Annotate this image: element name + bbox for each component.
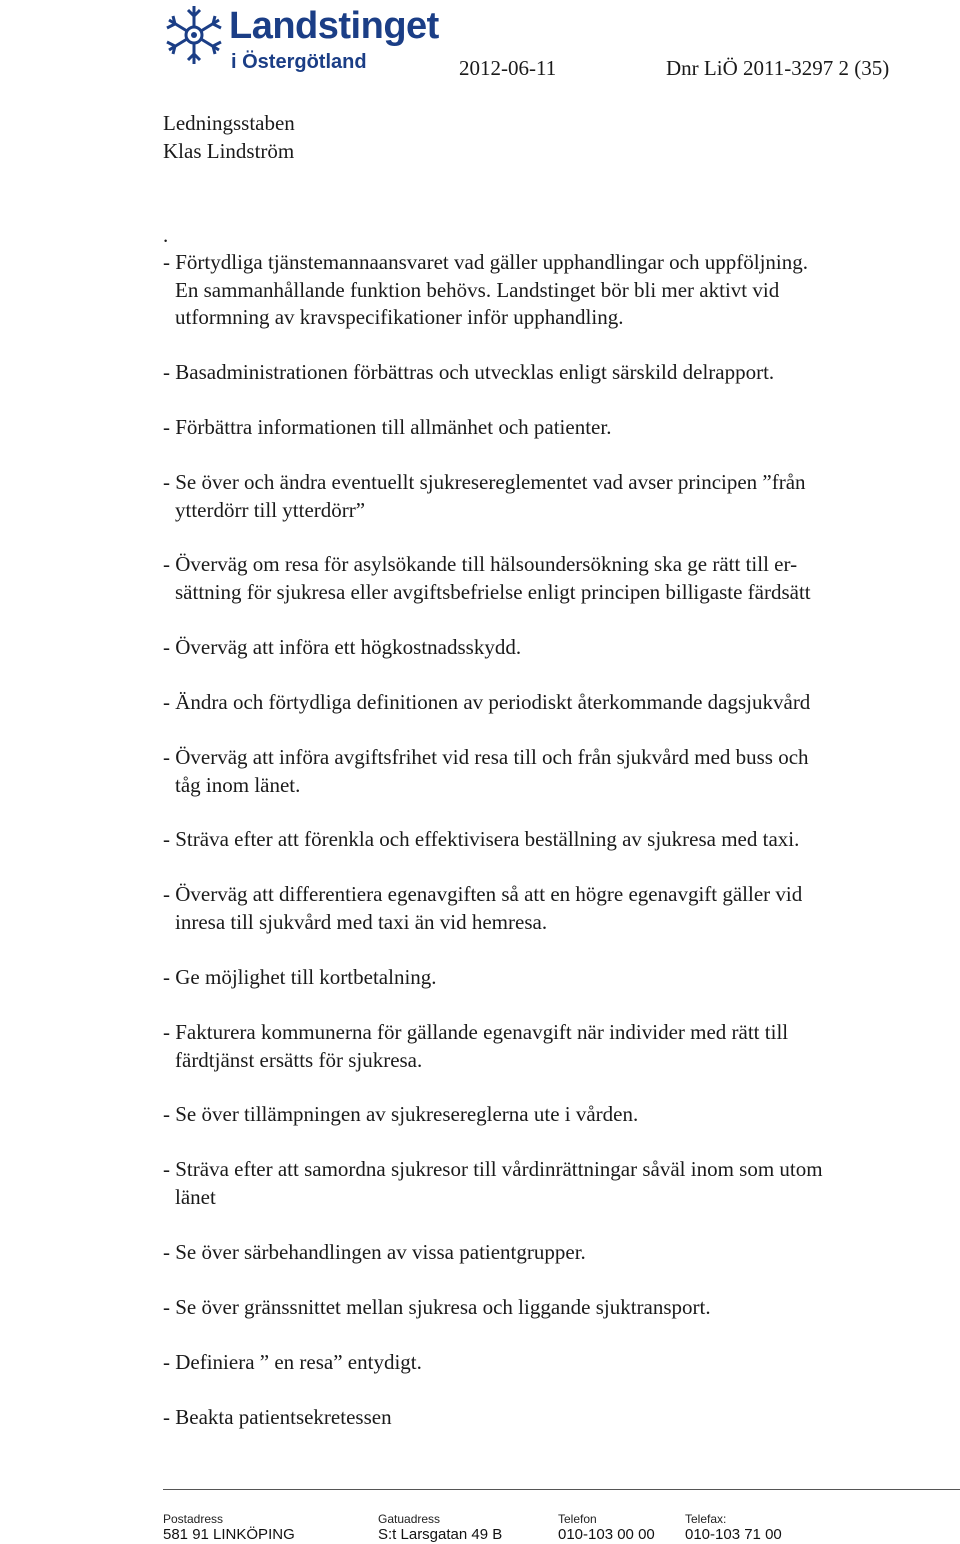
list-item-text: - Överväg att införa ett högkostnadsskydd. [163,635,522,659]
list-item [163,469,923,524]
list-item-continuation: ytterdörr till ytterdörr” [175,497,366,522]
list-item-text: - Beakta patientsekretessen [163,1405,392,1429]
footer-postadress-label: Postadress [163,1512,224,1526]
list-item [163,1101,923,1129]
list-item-text: - Överväg att införa avgiftsfrihet vid resa till och från sjukvård med buss och [163,745,809,769]
footer-telefon-label: Telefon [558,1512,597,1526]
list-item [163,1404,923,1432]
footer-divider [163,1489,960,1490]
list-item-text: - Ge möjlighet till kortbetalning. [163,965,437,989]
list-item-text: - Överväg om resa för asylsökande till hälsoundersökning ska ge rätt till er- [163,552,798,576]
list-item-text: - Se över tillämpningen av sjukresereglerna ute i vården. [163,1102,639,1126]
list-item-text: - Överväg att differentiera egenavgiften så att en högre egenavgift gäller vid [163,882,803,906]
list-item [163,826,923,854]
list-item [163,1156,923,1211]
list-item-text: - Ändra och förtydliga definitionen av periodiskt återkommande dagsjukvård [163,690,811,714]
list-item [163,359,923,387]
list-item-continuation: En sammanhållande funktion behövs. Landstinget bör bli mer aktivt vid [175,277,780,302]
list-item [163,1239,923,1267]
footer-telefon: 010-103 00 00 [558,1526,655,1543]
list-item-continuation: utformning av kravspecifikationer inför upphandling. [175,305,624,329]
list-item [163,551,923,606]
list-item-text: - Förtydliga tjänstemannaansvaret vad gäller upphandlingar och uppföljning. [163,250,808,274]
list-item [163,881,923,936]
list-item [163,1294,923,1322]
list-item-text: - Sträva efter att förenkla och effektivisera beställning av sjukresa med taxi. [163,827,800,851]
footer-gatuadress-label: Gatuadress [378,1512,441,1526]
list-item-continuation: länet [175,1184,216,1209]
list-item-text: - Se över och ändra eventuellt sjukresereglementet vad avser principen ”från [163,470,806,494]
list-item [163,1019,923,1074]
list-item-text: - Se över gränssnittet mellan sjukresa och liggande sjuktransport. [163,1295,711,1319]
snowflake-logo-icon [163,2,225,68]
body-dot: . [163,223,169,247]
footer-gatuadress: S:t Larsgatan 49 B [378,1526,503,1543]
sender-name: Klas Lindström [163,139,295,163]
list-item [163,414,923,442]
document-date: 2012-06-11 [459,56,557,80]
sender-block [163,109,295,165]
list-item [163,1349,923,1377]
list-item-text: - Definiera ” en resa” entydigt. [163,1350,422,1374]
landstinget-logo [163,2,463,80]
list-item-continuation: tåg inom länet. [175,772,301,797]
logo-subtitle: i Östergötland [231,51,367,73]
list-item-text: - Se över särbehandlingen av vissa patientgrupper. [163,1240,586,1264]
footer-telefax: 010-103 71 00 [685,1526,782,1543]
list-item-text: - Basadministrationen förbättras och utvecklas enligt särskild delrapport. [163,360,775,384]
document-reference: Dnr LiÖ 2011-3297 2 (35) [666,56,890,80]
list-item-continuation: inresa till sjukvård med taxi än vid hemresa. [175,909,548,934]
list-item [163,249,923,332]
sender-department: Ledningsstaben [163,111,295,135]
list-item-text: - Fakturera kommunerna för gällande egenavgift när individer med rätt till [163,1020,789,1044]
logo-title: Landstinget [229,5,439,47]
footer-postadress: 581 91 LINKÖPING [163,1526,295,1543]
list-item-text: - Sträva efter att samordna sjukresor till vårdinrättningar såväl inom som utom [163,1157,823,1181]
list-item [163,744,923,799]
footer-telefax-label: Telefax: [685,1512,727,1526]
list-item [163,964,923,992]
list-item-continuation: färdtjänst ersätts för sjukresa. [175,1047,423,1072]
list-item-text: - Förbättra informationen till allmänhet och patienter. [163,415,612,439]
list-item [163,689,923,717]
list-item-continuation: sättning för sjukresa eller avgiftsbefrielse enligt principen billigaste färdsätt [175,579,811,604]
list-item [163,634,923,662]
